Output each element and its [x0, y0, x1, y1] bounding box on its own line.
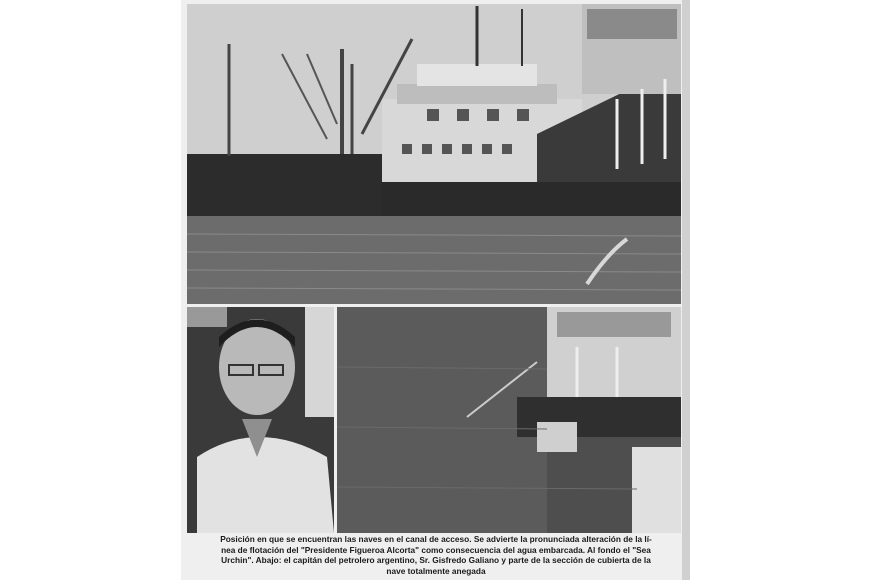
photo-captain-portrait — [187, 307, 334, 533]
photo-ships-in-canal — [187, 4, 681, 304]
captain-illustration — [187, 307, 334, 533]
caption-line-4: nave totalmente anegada — [386, 565, 486, 576]
caption-line-2: nea de flotación del "Presidente Figueroa Alcorta" como consecuencia del agua embarcada. Al fondo el "Sea — [221, 544, 651, 555]
caption-line-1: Posición en que se encuentran las naves en el canal de acceso. Se advierte la pronunciada alteración de la lí- — [220, 534, 652, 544]
caption-line-3: Urchin". Abajo: el capitán del petrolero argentino, Sr. Gisfredo Galiano y parte de la sección de cubierta de la — [221, 555, 651, 566]
photo-caption — [186, 534, 686, 578]
ships-illustration — [187, 4, 681, 304]
photo-flooded-deck — [337, 307, 681, 533]
adjacent-column-edge — [682, 0, 690, 580]
flooded-deck-illustration — [337, 307, 681, 533]
